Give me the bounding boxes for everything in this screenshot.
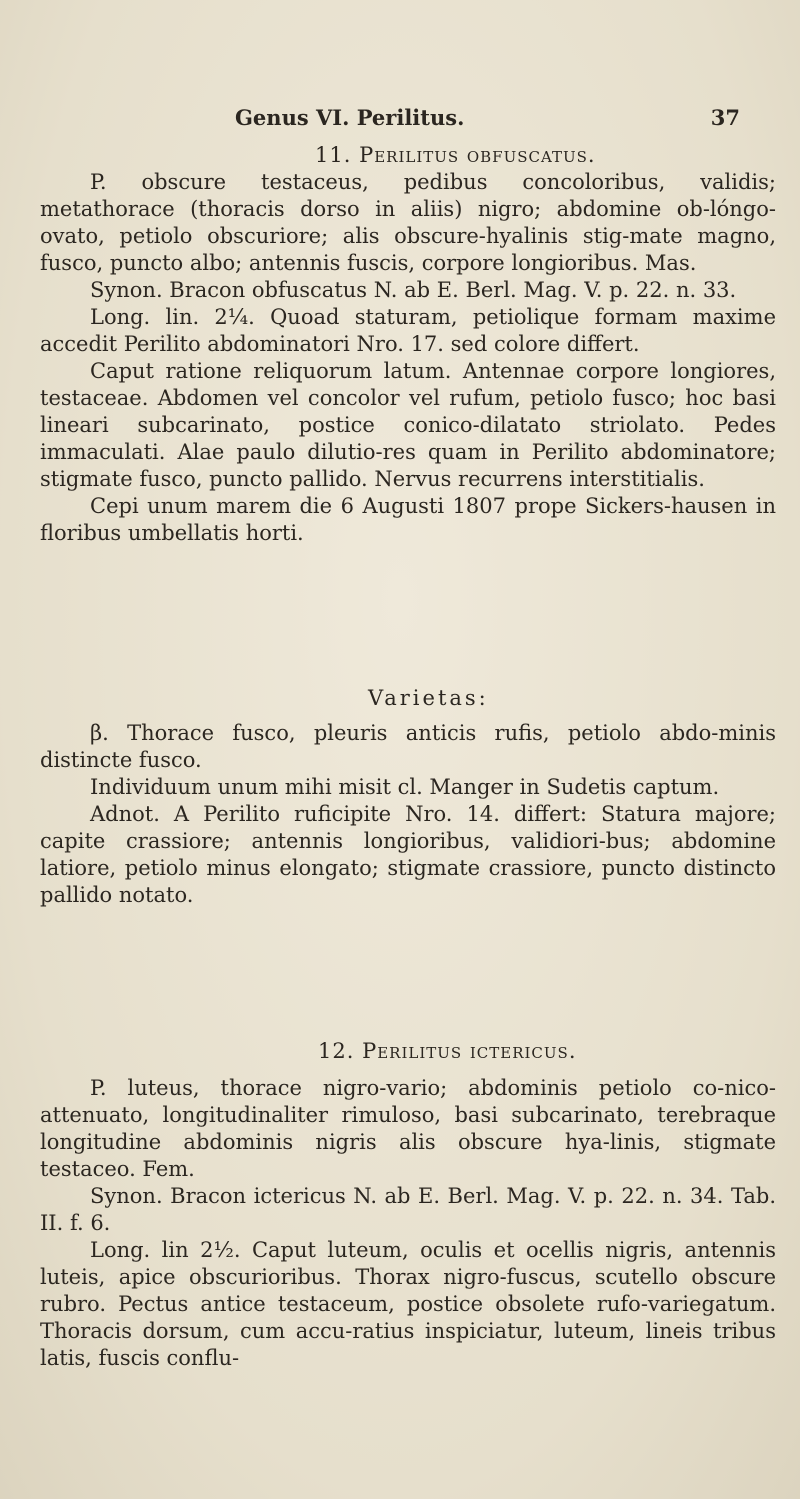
species-12-synonym: Synon. Bracon ictericus N. ab E. Berl. Mag. V. p. 22. n. 34. Tab. II. f. 6. [40,1184,776,1235]
species-11-description: P. obscure testaceus, pedibus concoloribus, validis; metathorace (thoracis dorso in aliis) nigro; abdomine ob-lóngo-ovato, petiolo obscuriore; alis obscure-hyalinis stig-mate magno, fusco, puncto albo; antennis fuscis, corpore longioribus. Mas. [40,170,776,275]
page-number: 37 [710,105,740,130]
species-12-section [40,1038,776,1372]
species-11-heading: 11. Perilitus obfuscatus. [315,143,596,167]
species-11-capture: Cepi unum marem die 6 Augusti 1807 prope Sickers-hausen in floribus umbellatis horti. [40,494,776,545]
species-11-caput: Caput ratione reliquorum latum. Antennae corpore longiores, testaceae. Abdomen vel concolor vel rufum, petiolo fusco; hoc basi lineari subcarinato, postice conico-dilatato striolato. Pedes immaculati. Alae paulo dilutio-res quam in Perilito abdominatore; stigmate fusco, puncto pallido. Nervus recurrens interstitialis. [40,359,776,491]
species-12-description: P. luteus, thorace nigro-vario; abdominis petiolo co-nico-attenuato, longitudinaliter rimuloso, basi subcarinato, terebraque longitudine abdominis nigris alis obscure hya-linis, stigmate testaceo. Fem. [40,1076,776,1181]
species-11-section [40,142,776,547]
individuum-note: Individuum unum mihi misit cl. Manger in Sudetis captum. [90,775,720,799]
running-title: Genus VI. Perilitus. [235,105,465,130]
adnotatio: Adnot. A Perilito ruficipite Nro. 14. differt: Statura majore; capite crassiore; antennis longioribus, validiori-bus; abdomine latiore, petiolo minus elongato; stigmate crassiore, puncto distincto pallido notato. [40,802,776,907]
varietas-heading: Varietas: [368,686,489,710]
varietas-section [40,685,776,909]
species-11-synonym: Synon. Bracon obfuscatus N. ab E. Berl. Mag. V. p. 22. n. 33. [90,278,737,302]
species-12-length: Long. lin 2½. Caput luteum, oculis et ocellis nigris, antennis luteis, apice obscurioribus. Thorax nigro-fuscus, scutello obscure rubro. Pectus antice testaceum, postice obsolete rufo-variegatum. Thoracis dorsum, cum accu-ratius inspiciatur, luteum, lineis tribus latis, fuscis conflu- [40,1238,776,1370]
running-head [235,104,760,132]
species-12-heading: 12. Perilitus ictericus. [318,1039,577,1063]
varietas-beta: β. Thorace fusco, pleuris anticis rufis, petiolo abdo-minis distincte fusco. [40,721,776,772]
species-11-length: Long. lin. 2¼. Quoad staturam, petiolique formam maxime accedit Perilito abdominatori Nro. 17. sed colore differt. [40,305,776,356]
